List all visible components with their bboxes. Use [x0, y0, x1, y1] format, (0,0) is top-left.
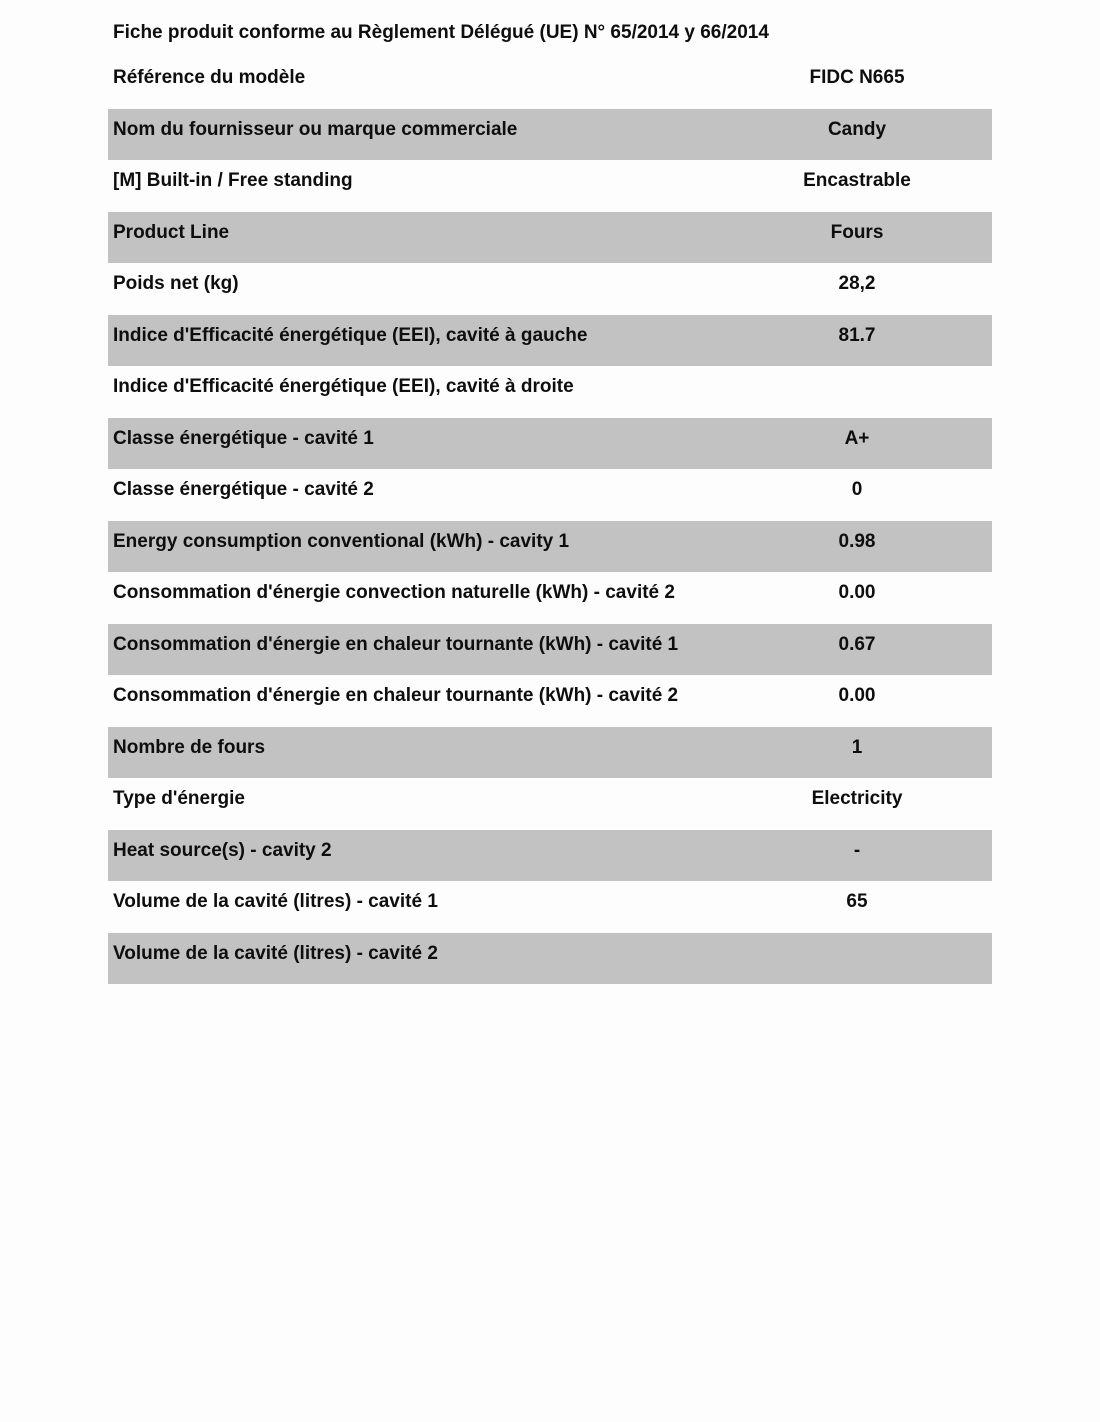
- table-row: [108, 881, 992, 933]
- table-row: [108, 160, 992, 212]
- row-label: Indice d'Efficacité énergétique (EEI), cavité à gauche: [113, 324, 588, 346]
- table-row: [108, 830, 992, 882]
- row-value: A+: [844, 427, 870, 449]
- table-row: [108, 469, 992, 521]
- table-row: [108, 675, 992, 727]
- row-value: Candy: [827, 118, 887, 140]
- table-row: [108, 366, 992, 418]
- row-value: Encastrable: [803, 170, 911, 191]
- table-row: [108, 109, 992, 161]
- row-value: 0.00: [838, 685, 876, 706]
- row-value: 28,2: [838, 273, 876, 294]
- row-label: [M] Built-in / Free standing: [113, 170, 353, 191]
- row-value: 0: [851, 479, 863, 500]
- row-label: Nombre de fours: [113, 736, 266, 758]
- row-value: 1: [851, 736, 863, 758]
- table-row: [108, 315, 992, 367]
- row-value: Fours: [830, 221, 884, 243]
- row-value: Electricity: [811, 788, 903, 809]
- row-label: Heat source(s) - cavity 2: [113, 839, 332, 861]
- row-label: Product Line: [113, 221, 230, 243]
- row-value: 0.00: [838, 582, 876, 603]
- row-label: Consommation d'énergie en chaleur tournante (kWh) - cavité 2: [113, 685, 679, 706]
- table-row: [108, 418, 992, 470]
- product-spec-table: [108, 57, 992, 984]
- row-value: FIDC N665: [809, 67, 905, 88]
- table-row: [108, 933, 992, 985]
- row-label: Consommation d'énergie convection naturelle (kWh) - cavité 2: [113, 582, 675, 603]
- table-row: [108, 624, 992, 676]
- row-label: Consommation d'énergie en chaleur tournante (kWh) - cavité 1: [113, 633, 679, 655]
- row-label: Classe énergétique - cavité 2: [113, 479, 374, 500]
- row-value: 65: [846, 891, 868, 912]
- table-row: [108, 727, 992, 779]
- row-value: 0.67: [838, 633, 876, 655]
- row-value: -: [853, 839, 861, 861]
- document-title: Fiche produit conforme au Règlement Délégué (UE) N° 65/2014 y 66/2014: [113, 22, 769, 43]
- row-label: Nom du fournisseur ou marque commerciale: [113, 118, 518, 140]
- table-row: [108, 57, 992, 109]
- row-label: Volume de la cavité (litres) - cavité 2: [113, 942, 438, 964]
- table-row: [108, 572, 992, 624]
- table-row: [108, 263, 992, 315]
- row-label: Référence du modèle: [113, 67, 306, 88]
- table-row: [108, 521, 992, 573]
- row-value: 81.7: [838, 324, 876, 346]
- table-row: [108, 212, 992, 264]
- row-label: Indice d'Efficacité énergétique (EEI), cavité à droite: [113, 376, 574, 397]
- row-label: Type d'énergie: [113, 788, 245, 809]
- row-label: Volume de la cavité (litres) - cavité 1: [113, 891, 438, 912]
- row-label: Poids net (kg): [113, 273, 239, 294]
- row-label: Energy consumption conventional (kWh) - cavity 1: [113, 530, 570, 552]
- row-value: 0.98: [838, 530, 876, 552]
- row-label: Classe énergétique - cavité 1: [113, 427, 374, 449]
- table-row: [108, 778, 992, 830]
